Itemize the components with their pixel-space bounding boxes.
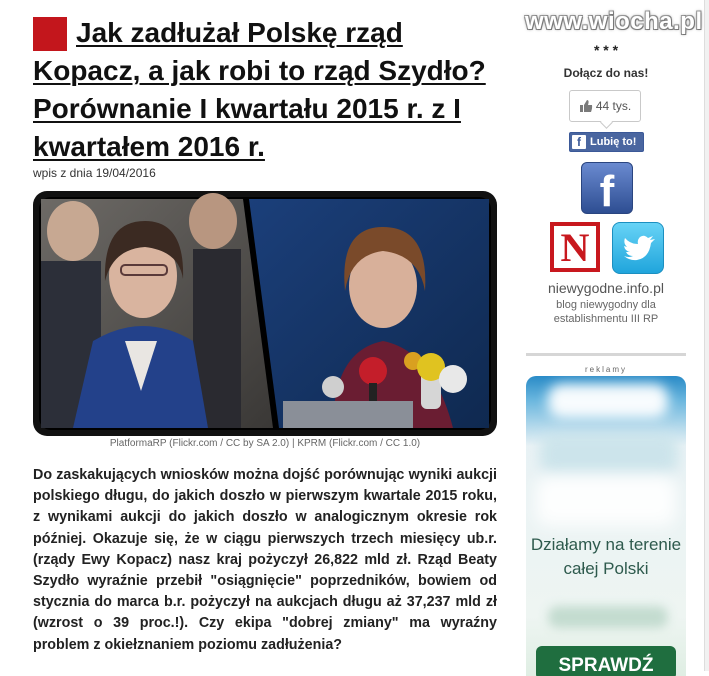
n-letter: N	[554, 226, 596, 268]
ad-blurred-heading	[540, 434, 678, 474]
join-us-heading: Dołącz do nas!	[563, 66, 649, 80]
ad-text: Działamy na terenie całej Polski	[530, 535, 682, 578]
ads-label: reklamy	[584, 365, 627, 374]
ad-check-button[interactable]: SPRAWDŹ	[536, 646, 676, 676]
facebook-logo-icon[interactable]: f	[581, 162, 633, 214]
article-date: wpis z dnia 19/04/2016	[33, 166, 156, 180]
separator-stars: * * *	[593, 42, 619, 58]
thumbs-up-icon	[579, 99, 593, 113]
twitter-bird-icon	[613, 223, 663, 273]
site-description: blog niewygodny dla establishmentu III RP	[553, 299, 659, 325]
ad-blurred-logo	[548, 384, 668, 418]
article-body: Do zaskakujących wniosków można dojść porównując wyniki aukcji polskiego długu, do jakich doszło w pierwszym kwartale 2015 roku, z wynikami aukcji do jakich doszło w analogicznym okresie rok później. Okazuje się, że w ciągu pierwszych trzech miesięcy ub.r. (rządy Ewy Kopacz) nasz kraj pożyczył 26,822 mld zł. Rząd Beaty Szydło wyraźnie przebił "osiągnięcie" poprzedników, bowiem od stycznia do marca b.r. pożyczył na aukcjach długu aż 37,237 mld zł (wzrost o 39 proc.!). Czy ekipa "dobrej zmiany" ma wyraźny problem z okiełznaniem poziomu zadłużenia?	[33, 467, 497, 653]
sidebar-divider	[526, 353, 686, 356]
facebook-icon: f	[572, 135, 586, 149]
facebook-like-button[interactable]	[569, 132, 644, 152]
photo-caption: PlatformaRP (Flickr.com / CC by SA 2.0) | KPRM (Flickr.com / CC 1.0)	[109, 438, 421, 449]
window-scrollbar[interactable]	[704, 0, 709, 671]
ad-blurred-phone	[548, 606, 668, 628]
niewygodne-logo-icon[interactable]	[550, 222, 600, 272]
advertisement-banner[interactable]	[526, 376, 686, 676]
twitter-logo-icon[interactable]	[612, 222, 664, 274]
ad-blurred-subheading	[536, 476, 676, 526]
wiocha-logo[interactable]: www.wiocha.pl	[525, 8, 703, 35]
article-photo	[33, 191, 497, 436]
like-button-label: Lubię to!	[590, 136, 637, 148]
like-count-bubble	[569, 90, 641, 122]
site-name-link[interactable]: niewygodne.info.pl	[548, 280, 664, 296]
politicians-photo-image	[33, 191, 497, 436]
article-title[interactable]: Jak zadłużał Polskę rząd Kopacz, a jak robi to rząd Szydło? Porównanie I kwartału 2015 r. z I kwartałem 2016 r.	[33, 17, 486, 162]
like-count: 44 tys.	[595, 99, 632, 113]
